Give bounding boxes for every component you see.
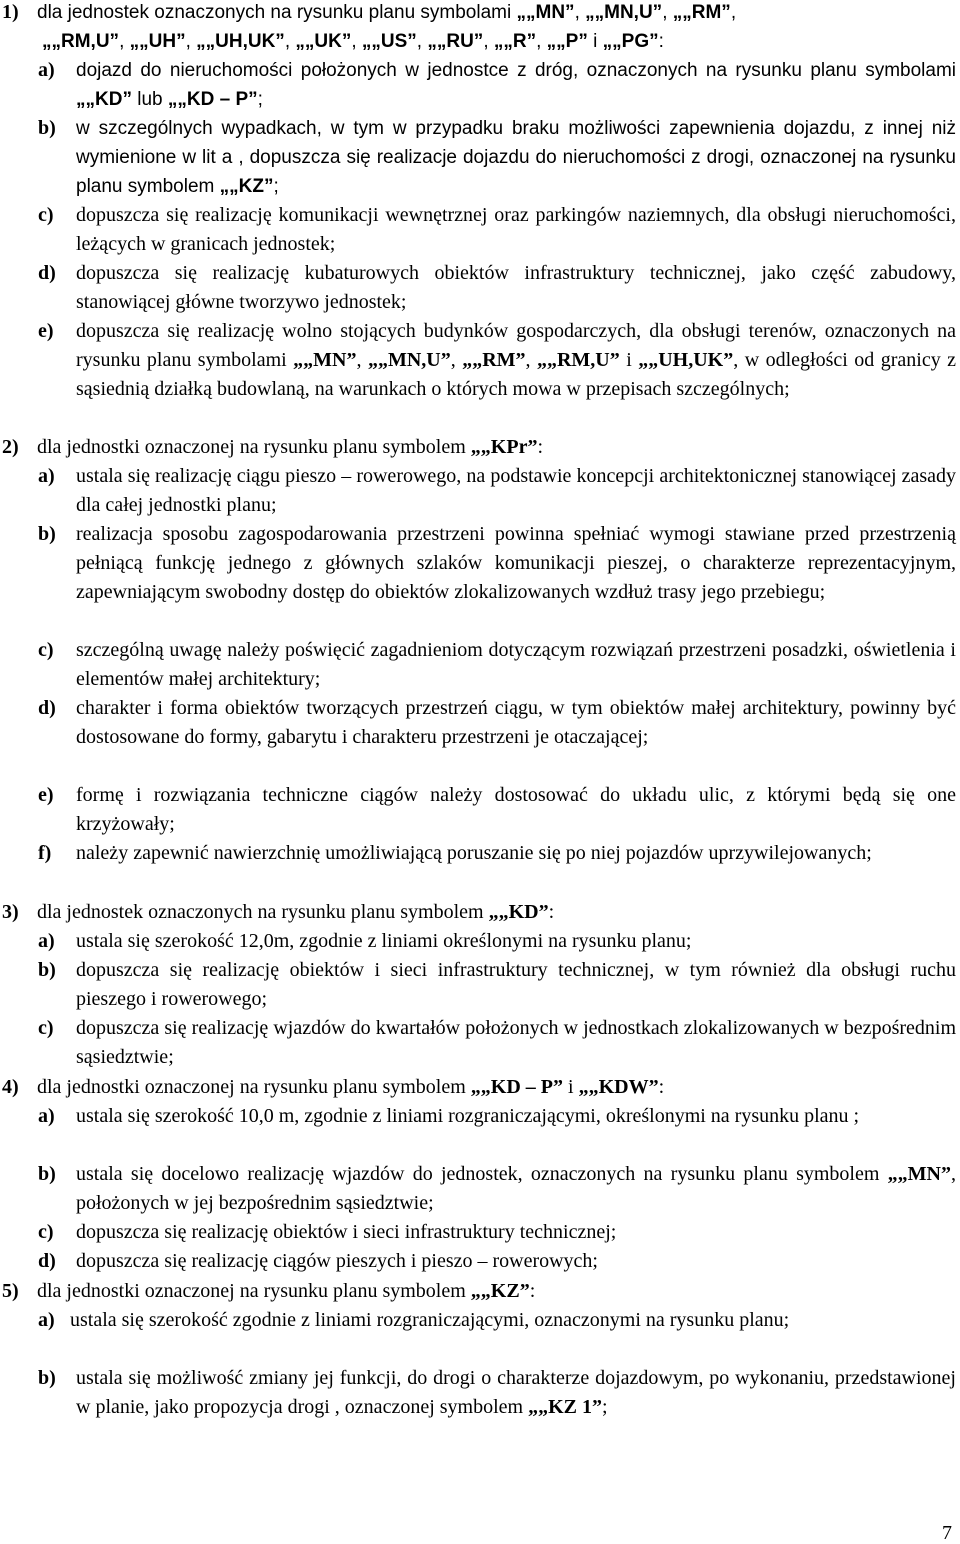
item-letter: d) [38, 1250, 56, 1272]
section-intro: dla jednostki oznaczonej na rysunku planu symbolem „„KPr”: [37, 436, 544, 458]
page-number: 7 [942, 1522, 952, 1544]
item-letter: b) [38, 959, 56, 981]
item-text: ustala się możliwość zmiany jej funkcji, do drogi o charakterze dojazdowym, po wykonaniu, przedstawionej w planie, jako propozycja drogi , oznaczonej symbolem „„KZ 1”; [76, 1367, 956, 1418]
item-text: ustala się szerokość zgodnie z liniami rozgraniczającymi, oznaczonymi na rysunku planu; [70, 1309, 790, 1331]
item-text: dojazd do nieruchomości położonych w jednostce z dróg, oznaczonych na rysunku planu symbolami „„KD” lub „„KD – P”; [76, 60, 956, 110]
item-text: dopuszcza się realizację wjazdów do kwartałów położonych w jednostkach zlokalizowanych w bezpośrednim sąsiedztwie; [76, 1017, 956, 1068]
item-text: w szczególnych wypadkach, w tym w przypadku braku możliwości zapewnienia dojazdu, z innej niż wymienione w lit a , dopuszcza się realizacje dojazdu do nieruchomości z drogi, oznaczonej na rysunku planu symbolem „„KZ”; [76, 118, 956, 197]
item-text: formę i rozwiązania techniczne ciągów należy dostosować do układu ulic, z którymi będą się one krzyżowały; [76, 784, 956, 835]
section-number: 2) [2, 436, 19, 458]
section-intro: dla jednostki oznaczonej na rysunku planu symbolem „„KD – P” i „„KDW”: [37, 1076, 665, 1098]
item-text: dopuszcza się realizację obiektów i sieci infrastruktury technicznej, w tym również dla obsługi ruchu pieszego i rowerowego; [76, 959, 956, 1010]
item-text: ustala się docelowo realizację wjazdów do jednostek, oznaczonych na rysunku planu symbolem „„MN”, położonych w jej bezpośrednim sąsiedztwie; [76, 1163, 956, 1214]
item-letter: d) [38, 262, 56, 284]
item-text: realizacja sposobu zagospodarowania przestrzeni powinna spełniać wymogi stawiane przed przestrzenią pełniącą funkcję jednego z głównych szlaków komunikacji pieszej, o charakterze reprezentacyjnym, zapewniającym swobodny dostęp do obiektów zlokalizowanych wzdłuż trasy jego przebiegu; [76, 523, 956, 603]
item-letter: a) [38, 1309, 55, 1331]
section-intro: dla jednostek oznaczonych na rysunku planu symbolem „„KD”: [37, 901, 555, 923]
item-letter: c) [38, 1221, 54, 1243]
item-letter: a) [38, 1105, 55, 1127]
item-letter: d) [38, 697, 56, 719]
section-number: 4) [2, 1076, 19, 1098]
item-letter: f) [38, 842, 52, 864]
section-number: 5) [2, 1280, 19, 1302]
item-text: dopuszcza się realizację obiektów i sieci infrastruktury technicznej; [76, 1221, 617, 1243]
item-letter: a) [38, 930, 55, 952]
item-letter: b) [38, 117, 56, 139]
section-intro: dla jednostek oznaczonych na rysunku planu symbolami „„MN”, „„MN,U”, „„RM”, [37, 2, 737, 23]
item-letter: b) [38, 1367, 56, 1389]
section-intro: dla jednostki oznaczonej na rysunku planu symbolem „„KZ”: [37, 1280, 536, 1302]
item-letter: a) [38, 59, 55, 81]
item-letter: e) [38, 320, 54, 342]
item-text: dopuszcza się realizację ciągów pieszych i pieszo – rowerowych; [76, 1250, 598, 1272]
item-text: ustala się szerokość 10,0 m, zgodnie z liniami rozgraniczającymi, określonymi na rysunku planu ; [76, 1105, 860, 1127]
item-text: ustala się realizację ciągu pieszo – rowerowego, na podstawie koncepcji architektonicznej stanowiącej zasady dla całej jednostki planu; [76, 465, 956, 516]
item-text: charakter i forma obiektów tworzących przestrzeń ciągu, w tym obiektów małej architektury, powinny być dostosowane do formy, gabarytu i charakteru przestrzeni je otaczającej; [76, 697, 956, 748]
section-intro-continued: „„RM,U”, „„UH”, „„UH,UK”, „„UK”, „„US”, „„RU”, „„R”, „„P” i „„PG”: [42, 31, 664, 52]
item-text: dopuszcza się realizację komunikacji wewnętrznej oraz parkingów naziemnych, dla obsługi nieruchomości, leżących w granicach jednostek; [76, 204, 956, 255]
item-letter: c) [38, 1017, 54, 1039]
item-letter: c) [38, 204, 54, 226]
item-letter: b) [38, 523, 56, 545]
item-text: ustala się szerokość 12,0m, zgodnie z liniami określonymi na rysunku planu; [76, 930, 692, 952]
section-number: 3) [2, 901, 19, 923]
section-number: 1) [2, 1, 19, 23]
item-letter: b) [38, 1163, 56, 1185]
item-text: dopuszcza się realizację wolno stojących budynków gospodarczych, dla obsługi terenów, oznaczonych na rysunku planu symbolami „„MN”, „„MN,U”, „„RM”, „„RM,U” i „„UH,UK”, w odległości od granicy z sąsiednią działką budowlaną, na warunkach o których mowa w przepisach szczególnych; [76, 320, 957, 400]
item-text: dopuszcza się realizację kubaturowych obiektów infrastruktury technicznej, jako część zabudowy, stanowiącej główne tworzywo jednostek; [76, 262, 956, 313]
item-text: należy zapewnić nawierzchnię umożliwiającą poruszanie się po niej pojazdów uprzywilejowanych; [76, 842, 872, 864]
item-letter: e) [38, 784, 54, 806]
item-letter: c) [38, 639, 54, 661]
item-text: szczególną uwagę należy poświęcić zagadnieniom dotyczącym rozwiązań przestrzeni posadzki, oświetlenia i elementów małej architektury; [76, 639, 956, 690]
item-letter: a) [38, 465, 55, 487]
